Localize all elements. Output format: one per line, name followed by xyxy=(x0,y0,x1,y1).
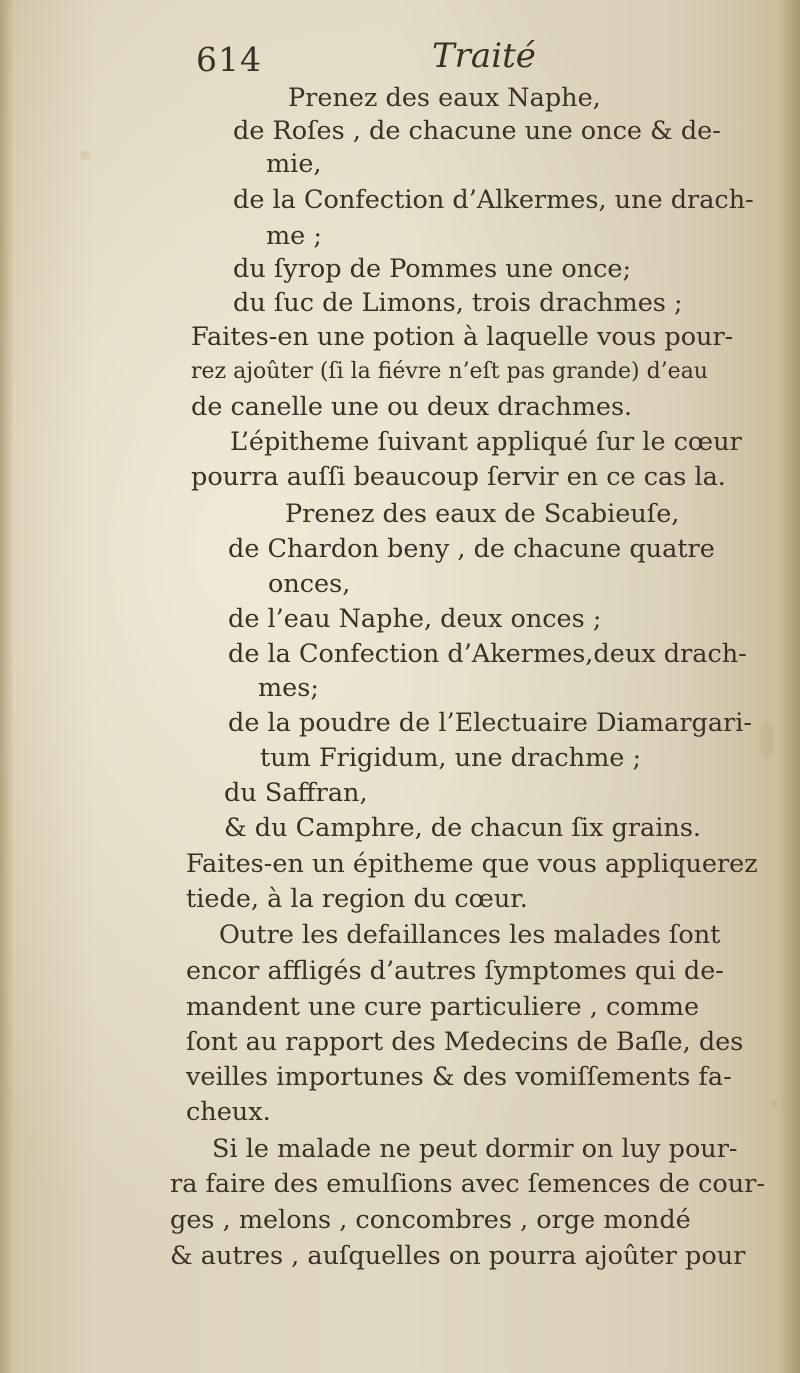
text-line: onces, xyxy=(268,569,351,599)
text-line: du ſuc de Limons, trois drachmes ; xyxy=(233,288,683,318)
text-line: Si le malade ne peut dormir on luy pour- xyxy=(212,1134,738,1164)
text-line: & du Camphre, de chacun ſix grains. xyxy=(224,813,702,843)
text-line: de la Confection d’Alkermes, une drach- xyxy=(233,185,754,215)
text-line: Faites-en un épitheme que vous appliquerez xyxy=(186,849,758,879)
text-line: veilles importunes & des vomiſſements fa- xyxy=(186,1062,732,1092)
text-line: de l’eau Naphe, deux onces ; xyxy=(228,604,602,634)
text-line: cheux. xyxy=(186,1097,271,1127)
text-line: Faites-en une potion à laquelle vous pour- xyxy=(191,322,734,352)
text-line: ra faire des emulſions avec ſemences de cour- xyxy=(170,1169,765,1199)
text-line: pourra auſſi beaucoup ſervir en ce cas la. xyxy=(191,462,726,492)
text-line: de Roſes , de chacune une once & de- xyxy=(233,116,721,146)
running-title: Traité xyxy=(432,36,536,76)
text-line: rez ajoûter (ſi la fiévre n’eſt pas grande) d’eau xyxy=(191,359,708,384)
text-line: mes; xyxy=(258,673,319,703)
text-line: mandent une cure particuliere , comme xyxy=(186,992,700,1022)
text-line: de la Confection d’Akermes,deux drach- xyxy=(228,639,747,669)
text-line: Prenez des eaux Naphe, xyxy=(288,83,601,113)
page-number: 614 xyxy=(196,40,262,79)
text-line: & autres , auſquelles on pourra ajoûter pour xyxy=(170,1241,746,1271)
text-line: de canelle une ou deux drachmes. xyxy=(191,392,633,422)
text-line: du ſyrop de Pommes une once; xyxy=(233,254,632,284)
text-line: L’épitheme ſuivant appliqué ſur le cœur xyxy=(230,427,742,457)
text-line: ges , melons , concombres , orge mondé xyxy=(170,1205,691,1235)
text-line: tum Frigidum, une drachme ; xyxy=(260,743,642,773)
text-line: encor affligés d’autres ſymptomes qui de- xyxy=(186,956,724,986)
text-line: Outre les defaillances les malades ſont xyxy=(219,920,721,950)
text-line: me ; xyxy=(266,221,322,251)
text-line: du Saffran, xyxy=(224,778,368,808)
text-line: ſont au rapport des Medecins de Baſle, des xyxy=(186,1027,744,1057)
text-line: Prenez des eaux de Scabieuſe, xyxy=(285,499,680,529)
text-line: de Chardon beny , de chacune quatre xyxy=(228,534,715,564)
text-line: mie, xyxy=(266,149,322,179)
text-line: tiede, à la region du cœur. xyxy=(186,884,528,914)
text-line: de la poudre de l’Electuaire Diamargari- xyxy=(228,708,752,738)
